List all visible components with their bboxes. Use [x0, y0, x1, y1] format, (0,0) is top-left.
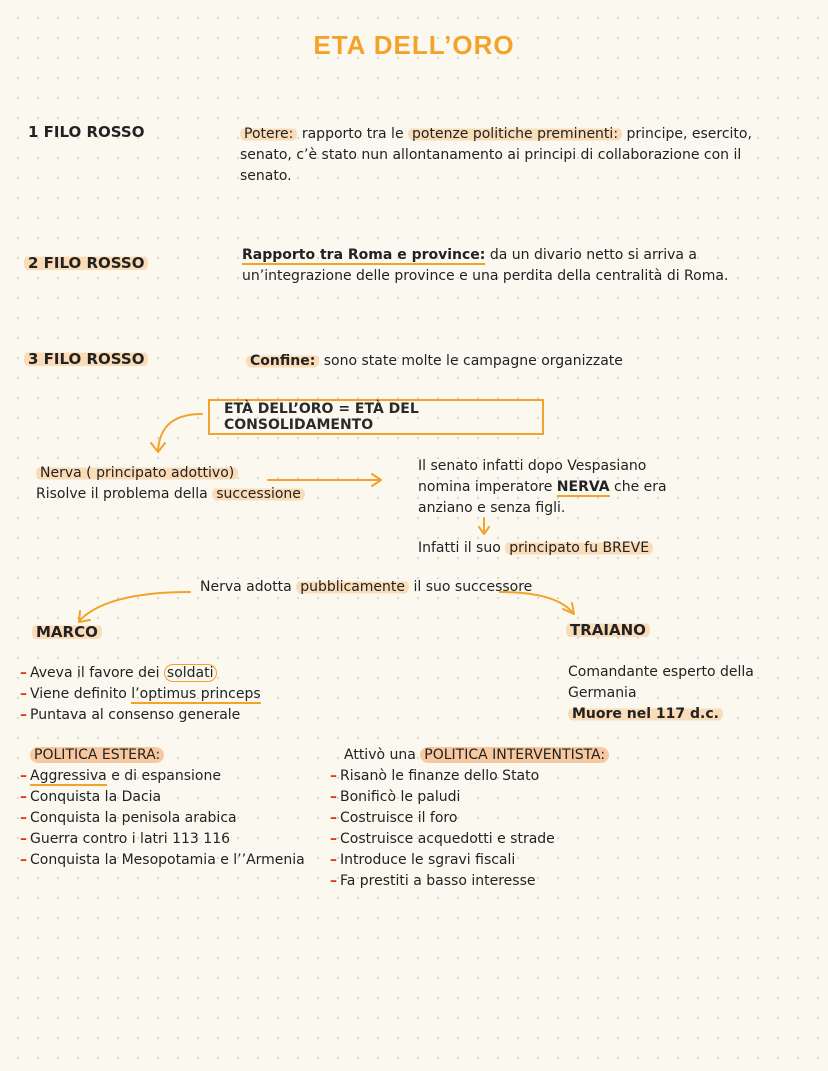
senato-block: Il senato infatti dopo Vespasiano nomina imperatore NERVA che era anziano e senza figli. [418, 458, 667, 516]
politica-interventista: Attivò una POLITICA INTERVENTISTA: – Risanò le finanze dello Stato – Bonificò le paludi – Costruisce il foro – Costruisce acquedotti e strade – Introduce le sgravi fiscali – Fa prestiti a basso interesse [330, 745, 609, 892]
filo-rosso-3-label: 3 FILO ROSSO [24, 350, 148, 368]
politica-estera-label: POLITICA ESTERA: [30, 747, 164, 763]
arrow-to-traiano [500, 592, 572, 612]
arrow-to-marco [80, 592, 190, 620]
list-item: – Costruisce acquedotti e strade [330, 831, 555, 847]
filo-1-highlight: potenze politiche preminenti: [408, 126, 622, 142]
filo-2-term: Rapporto tra Roma e province: [242, 247, 486, 263]
list-item: – Conquista la penisola arabica [20, 810, 237, 826]
filo-rosso-1-label: 1 FILO ROSSO [28, 123, 145, 141]
filo-rosso-1-text: Potere: rapporto tra le potenze politiche preminenti: principe, esercito, senato, c’è stato nun allontanamento ai principi di collaborazione con il senato. [240, 126, 752, 184]
list-item: – Risanò le finanze dello Stato [330, 768, 540, 784]
list-item: – Introduce le sgravi fiscali [330, 852, 516, 868]
nerva-block: Nerva ( principato adottivo) Risolve il problema della successione [36, 463, 305, 505]
list-item: – Fa prestiti a basso interesse [330, 873, 536, 889]
list-item: – Puntava al consenso generale [20, 707, 241, 723]
filo-1-term: Potere: [240, 126, 297, 142]
list-item: – Viene definito l’optimus princeps [20, 686, 261, 702]
filo-rosso-3-text: Confine: sono state molte le campagne organizzate [246, 351, 623, 372]
list-item: – Aveva il favore dei soldati [20, 663, 261, 684]
marco-label: MARCO [32, 623, 102, 641]
filo-rosso-2-label: 2 FILO ROSSO [24, 254, 148, 272]
list-item: – Guerra contro i latri 113 116 [20, 831, 231, 847]
list-item: – Aggressiva e di espansione [20, 768, 221, 784]
consolidamento-box: ETÀ DELL’ORO = ETÀ DEL CONSOLIDAMENTO [208, 399, 544, 435]
principato-breve: Infatti il suo principato fu BREVE [418, 538, 653, 559]
politica-interventista-label: POLITICA INTERVENTISTA: [420, 747, 609, 763]
filo-rosso-2-text: Rapporto tra Roma e province: da un divario netto si arriva a un’integrazione delle province e una perdita della centralità di Roma. [242, 247, 729, 284]
list-item: – Conquista la Mesopotamia e l’’Armenia [20, 852, 305, 868]
list-item: – Costruisce il foro [330, 810, 458, 826]
page-title: ETA DELL’ORO [313, 30, 515, 60]
nerva-adotta: Nerva adotta pubblicamente il suo successore [200, 579, 533, 595]
traiano-block: Comandante esperto della Germania Muore nel 117 d.c. [568, 664, 754, 722]
traiano-label: TRAIANO [566, 621, 650, 639]
list-item: – Conquista la Dacia [20, 789, 162, 805]
filo-3-term: Confine: [246, 353, 319, 369]
list-item: – Bonificò le paludi [330, 789, 461, 805]
